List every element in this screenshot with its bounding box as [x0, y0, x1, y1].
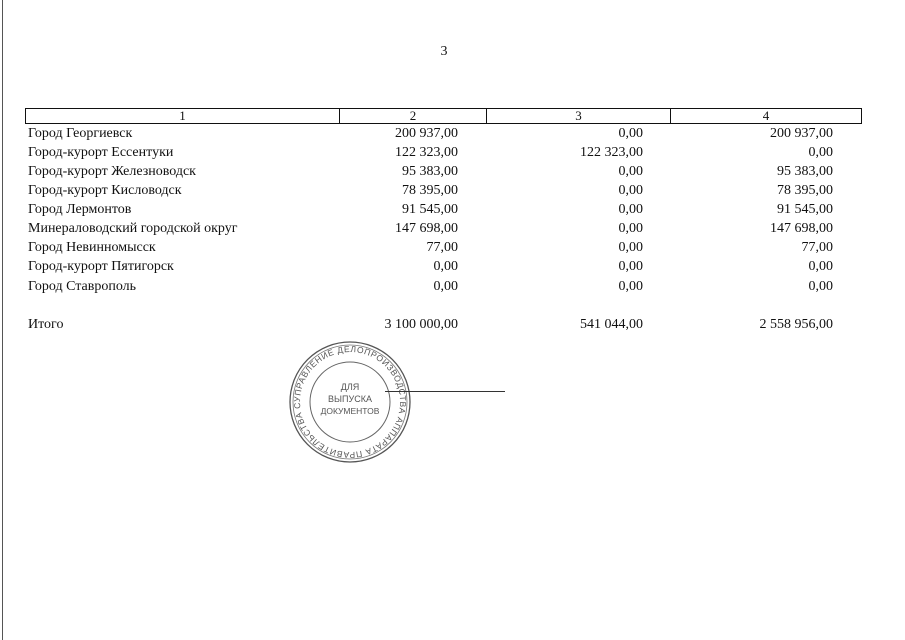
total-value-col-3: 541 044,00 — [580, 317, 643, 332]
table-row — [0, 126, 905, 145]
stamp-center-line: ДЛЯ — [340, 382, 360, 392]
row-name: Город-курорт Кисловодск — [28, 183, 182, 198]
header-col-3: 3 — [575, 108, 582, 123]
row-value-col-3: 0,00 — [618, 164, 643, 179]
row-value-col-3: 0,00 — [618, 126, 643, 141]
total-value-col-2: 3 100 000,00 — [384, 317, 458, 332]
row-value-col-4: 77,00 — [801, 240, 833, 255]
stamp-center-line: ВЫПУСКА — [328, 394, 372, 404]
row-value-col-3: 0,00 — [618, 259, 643, 274]
stamp-seal-graphic — [285, 340, 415, 465]
row-value-col-2: 0,00 — [433, 279, 458, 294]
row-value-col-4: 147 698,00 — [770, 221, 833, 236]
header-col-1: 1 — [179, 108, 186, 123]
row-value-col-2: 91 545,00 — [402, 202, 458, 217]
row-value-col-4: 78 395,00 — [777, 183, 833, 198]
table-row — [0, 145, 905, 164]
row-value-col-3: 122 323,00 — [580, 145, 643, 160]
table-row — [0, 279, 905, 298]
table-row — [0, 183, 905, 202]
signature-line — [385, 391, 505, 392]
total-row — [0, 317, 905, 336]
row-value-col-3: 0,00 — [618, 221, 643, 236]
row-value-col-3: 0,00 — [618, 279, 643, 294]
row-value-col-2: 78 395,00 — [402, 183, 458, 198]
row-value-col-2: 77,00 — [426, 240, 458, 255]
row-value-col-4: 0,00 — [808, 145, 833, 160]
row-value-col-2: 200 937,00 — [395, 126, 458, 141]
page-number: 3 — [440, 44, 448, 59]
header-col-2: 2 — [409, 108, 417, 123]
row-name: Город Ставрополь — [28, 279, 137, 294]
row-value-col-3: 0,00 — [618, 183, 643, 198]
row-name: Минераловодский городской округ — [28, 221, 238, 236]
total-label: Итого — [28, 317, 64, 332]
table-row — [0, 202, 905, 221]
row-value-col-4: 0,00 — [808, 259, 833, 274]
row-name: Город-курорт Железноводск — [28, 164, 196, 179]
total-value-col-4: 2 558 956,00 — [759, 317, 833, 332]
row-name: Город Георгиевск — [28, 126, 133, 141]
table-header — [25, 108, 862, 124]
table-row — [0, 221, 905, 240]
header-col-4: 4 — [762, 108, 770, 123]
row-value-col-4: 91 545,00 — [777, 202, 833, 217]
row-value-col-2: 122 323,00 — [395, 145, 458, 160]
stamp-center-line: ДОКУМЕНТОВ — [320, 406, 380, 416]
row-value-col-2: 147 698,00 — [395, 221, 458, 236]
row-value-col-4: 200 937,00 — [770, 126, 833, 141]
table-row — [0, 259, 905, 278]
row-value-col-2: 95 383,00 — [402, 164, 458, 179]
row-value-col-4: 0,00 — [808, 279, 833, 294]
row-name: Город-курорт Пятигорск — [28, 259, 174, 274]
stamp-ring-text: УПРАВЛЕНИЕ ДЕЛОПРОИЗВОД ТВА АППАРАТА ПРАВИТЕЛЬСТВА С — [291, 343, 409, 461]
row-name: Город Невинномысск — [28, 240, 156, 255]
table-row — [0, 164, 905, 183]
row-value-col-3: 0,00 — [618, 240, 643, 255]
row-name: Город-курорт Ессентуки — [28, 145, 174, 160]
row-value-col-2: 0,00 — [433, 259, 458, 274]
row-name: Город Лермонтов — [28, 202, 132, 217]
row-value-col-4: 95 383,00 — [777, 164, 833, 179]
table-row — [0, 240, 905, 259]
row-value-col-3: 0,00 — [618, 202, 643, 217]
official-stamp — [285, 340, 415, 465]
